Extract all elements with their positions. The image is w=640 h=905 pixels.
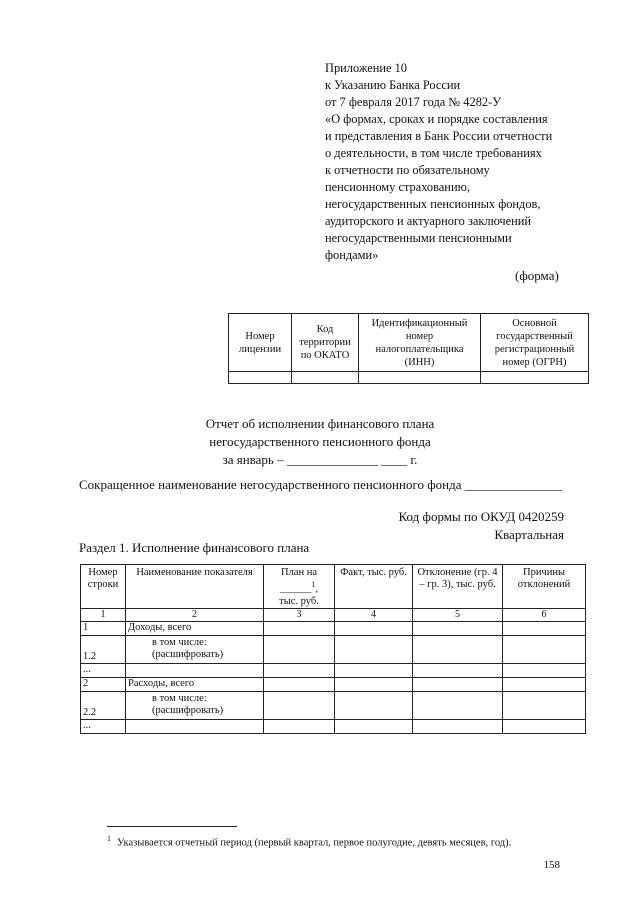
deviation-cell[interactable] — [413, 621, 503, 635]
header-line: к отчетности по обязательному — [325, 163, 490, 177]
row-name: Доходы, всего — [126, 621, 264, 635]
header-line: от 7 февраля 2017 года № 4282-У — [325, 95, 501, 109]
row-number: ... — [81, 719, 126, 733]
table-row — [81, 719, 586, 733]
reasons-cell[interactable] — [503, 621, 586, 635]
fact-cell[interactable] — [335, 635, 413, 663]
section-title: Раздел 1. Исполнение финансового плана — [79, 540, 310, 555]
inn-header: Идентификационный номер налогоплательщика (ИНН) — [359, 314, 481, 372]
col-header-deviation: Отклонение (гр. 4 – гр. 3), тыс. руб. — [413, 565, 503, 609]
fact-cell[interactable] — [335, 621, 413, 635]
footnote-text: Указывается отчетный период (первый квартал, первое полугодие, девять месяцев, год). — [117, 837, 512, 849]
col-header-plan — [264, 565, 335, 609]
col-number: 3 — [264, 608, 335, 621]
report-title-line: Отчет об исполнении финансового плана — [205, 416, 435, 431]
deviation-cell[interactable] — [413, 691, 503, 719]
row-name: в том числе: (расшифровать) — [126, 635, 264, 663]
reasons-cell[interactable] — [503, 663, 586, 677]
plan-header-unit: тыс. руб. — [279, 595, 319, 607]
registration-table — [228, 313, 589, 384]
inn-cell[interactable] — [359, 372, 481, 384]
header-line: аудиторского и актуарного заключений — [325, 214, 531, 228]
okato-code-cell[interactable] — [292, 372, 359, 384]
header-line: Приложение 10 — [325, 61, 407, 75]
header-line: «О формах, сроках и порядке составления — [325, 112, 548, 126]
row-name: в том числе: (расшифровать) — [126, 691, 264, 719]
deviation-cell[interactable] — [413, 663, 503, 677]
financial-plan-table — [80, 564, 586, 734]
page-number: 158 — [543, 859, 560, 871]
table-row — [81, 691, 586, 719]
row-name — [126, 663, 264, 677]
okud-block — [399, 508, 564, 544]
plan-cell[interactable] — [264, 635, 335, 663]
report-title-line: негосударственного пенсионного фонда — [209, 434, 431, 449]
reasons-cell[interactable] — [503, 719, 586, 733]
report-period: за январь – ______________ ____ г. — [222, 452, 418, 467]
col-number: 4 — [335, 608, 413, 621]
col-number: 5 — [413, 608, 503, 621]
license-number-header: Номер лицензии — [229, 314, 292, 372]
row-number: 1.2 — [81, 635, 126, 663]
table-row — [81, 635, 586, 663]
reasons-cell[interactable] — [503, 677, 586, 691]
plan-footnote-mark: 1 — [311, 580, 316, 589]
header-line: фондами» — [325, 248, 379, 262]
header-line: о деятельности, в том числе требованиях — [325, 146, 542, 160]
fact-cell[interactable] — [335, 663, 413, 677]
ogrn-header: Основной государственный регистрационный номер (ОГРН) — [481, 314, 589, 372]
fund-short-name: Сокращенное наименование негосударственного пенсионного фонда _______________ — [79, 477, 563, 492]
okato-code-header: Код территории по ОКАТО — [292, 314, 359, 372]
plan-cell[interactable] — [264, 719, 335, 733]
col-header-reasons: Причины отклонений — [503, 565, 586, 609]
row-number: ... — [81, 663, 126, 677]
plan-header-comma: , — [315, 583, 319, 595]
deviation-cell[interactable] — [413, 719, 503, 733]
header-line: негосударственными пенсионными — [325, 231, 512, 245]
table-row — [81, 677, 586, 691]
header-line: негосударственных пенсионных фондов, — [325, 197, 541, 211]
header-line: и представления в Банк России отчетности — [325, 129, 553, 143]
okud-code: Код формы по ОКУД 0420259 — [398, 509, 564, 524]
form-label: (форма) — [515, 268, 559, 283]
ogrn-cell[interactable] — [481, 372, 589, 384]
report-title — [200, 415, 440, 469]
row-name — [126, 719, 264, 733]
row-number: 1 — [81, 621, 126, 635]
plan-cell[interactable] — [264, 691, 335, 719]
reasons-cell[interactable] — [503, 691, 586, 719]
col-header-indicator-name: Наименование показателя — [126, 565, 264, 609]
plan-cell[interactable] — [264, 677, 335, 691]
fact-cell[interactable] — [335, 677, 413, 691]
fact-cell[interactable] — [335, 719, 413, 733]
fact-cell[interactable] — [335, 691, 413, 719]
col-header-row-number: Номер строки — [81, 565, 126, 609]
row-name: Расходы, всего — [126, 677, 264, 691]
plan-header-text: План на ______ — [279, 567, 317, 595]
row-number: 2.2 — [81, 691, 126, 719]
license-number-cell[interactable] — [229, 372, 292, 384]
col-number: 1 — [81, 608, 126, 621]
appendix-header — [325, 60, 625, 264]
footnote-separator — [107, 826, 237, 827]
footnote — [107, 834, 511, 849]
table-row — [81, 663, 586, 677]
report-periodicity: Квартальная — [494, 527, 564, 542]
table-row — [81, 621, 586, 635]
reasons-cell[interactable] — [503, 635, 586, 663]
col-number: 6 — [503, 608, 586, 621]
footnote-mark: 1 — [107, 834, 111, 843]
row-number: 2 — [81, 677, 126, 691]
col-header-fact: Факт, тыс. руб. — [335, 565, 413, 609]
deviation-cell[interactable] — [413, 635, 503, 663]
header-line: пенсионному страхованию, — [325, 180, 470, 194]
header-line: к Указанию Банка России — [325, 78, 461, 92]
col-number: 2 — [126, 608, 264, 621]
plan-cell[interactable] — [264, 621, 335, 635]
deviation-cell[interactable] — [413, 677, 503, 691]
plan-cell[interactable] — [264, 663, 335, 677]
